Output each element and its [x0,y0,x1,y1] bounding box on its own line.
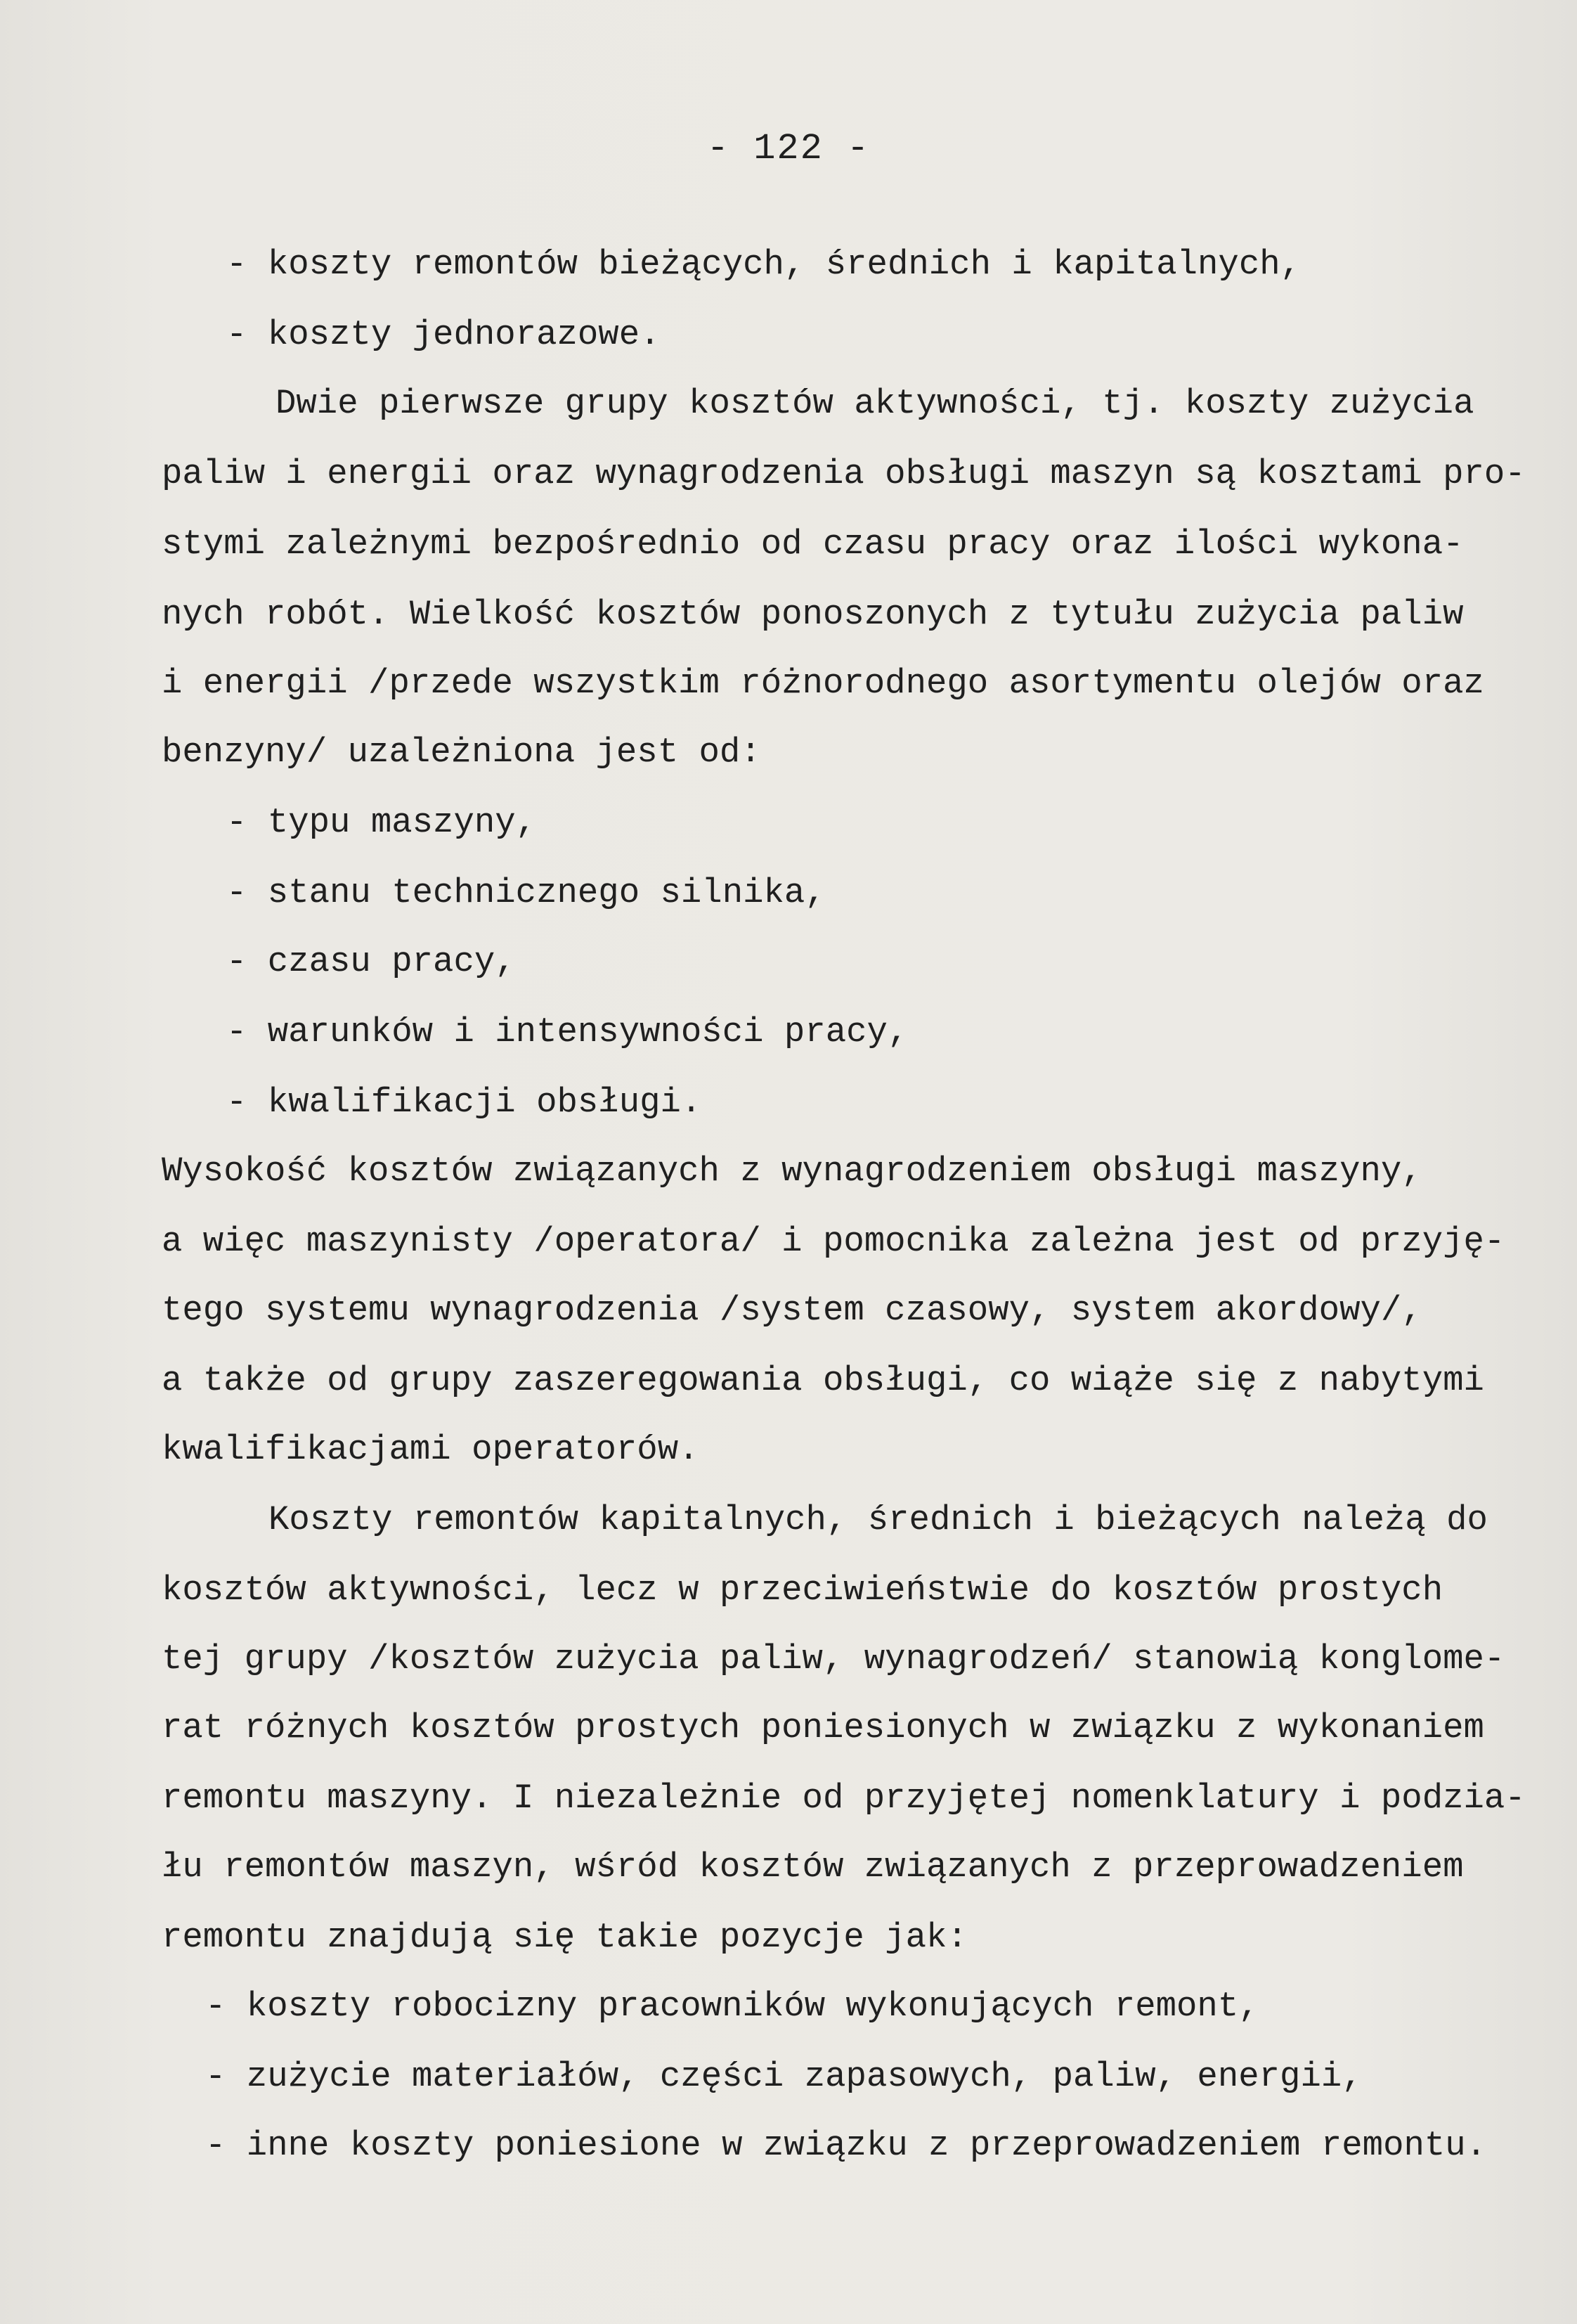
list-item: - koszty robocizny pracowników wykonujących remont, [205,1987,1259,2026]
paragraph-line: kosztów aktywności, lecz w przeciwieństwie do kosztów prostych [162,1570,1443,1610]
list-item: - kwalifikacji obsługi. [226,1083,702,1122]
list-item: - koszty remontów bieżących, średnich i kapitalnych, [226,245,1302,284]
list-item: - typu maszyny, [226,803,537,842]
paragraph-line: remontu maszyny. I niezależnie od przyjętej nomenklatury i podzia- [162,1778,1526,1818]
list-item: - stanu technicznego silnika, [226,873,826,912]
paragraph-line: paliw i energii oraz wynagrodzenia obsługi maszyn są kosztami pro- [162,454,1526,493]
paragraph-line: kwalifikacjami operatorów. [162,1430,699,1469]
list-item: - warunków i intensywności pracy, [226,1012,909,1052]
list-item: - inne koszty poniesione w związku z przeprowadzeniem remontu. [205,2126,1487,2165]
paragraph-line: nych robót. Wielkość kosztów ponoszonych z tytułu zużycia paliw [162,595,1464,634]
paragraph-line: Koszty remontów kapitalnych, średnich i bieżących należą do [268,1500,1488,1539]
paragraph-line: stymi zależnymi bezpośrednio od czasu pracy oraz ilości wykona- [162,524,1464,564]
page-number: - 122 - [706,128,871,169]
list-item: - czasu pracy, [226,942,516,981]
paragraph-line: Wysokość kosztów związanych z wynagrodzeniem obsługi maszyny, [162,1151,1422,1191]
paragraph-line: a także od grupy zaszeregowania obsługi, co wiąże się z nabytymi [162,1361,1484,1400]
paragraph-line: i energii /przede wszystkim różnorodnego asortymentu olejów oraz [162,664,1484,703]
paragraph-line: tego systemu wynagrodzenia /system czasowy, system akordowy/, [162,1291,1422,1330]
paragraph-line: remontu znajdują się takie pozycje jak: [162,1918,968,1957]
list-item: - koszty jednorazowe. [226,315,661,354]
paragraph-line: rat różnych kosztów prostych poniesionych w związku z wykonaniem [162,1708,1484,1748]
paragraph-line: tej grupy /kosztów zużycia paliw, wynagrodzeń/ stanowią konglome- [162,1639,1505,1679]
paragraph-line: łu remontów maszyn, wśród kosztów związanych z przeprowadzeniem [162,1847,1464,1887]
paragraph-line: a więc maszynisty /operatora/ i pomocnika zależna jest od przyję- [162,1222,1505,1261]
paragraph-line: Dwie pierwsze grupy kosztów aktywności, tj. koszty zużycia [275,384,1474,423]
paragraph-line: benzyny/ uzależniona jest od: [162,732,761,772]
list-item: - zużycie materiałów, części zapasowych, paliw, energii, [205,2057,1363,2096]
